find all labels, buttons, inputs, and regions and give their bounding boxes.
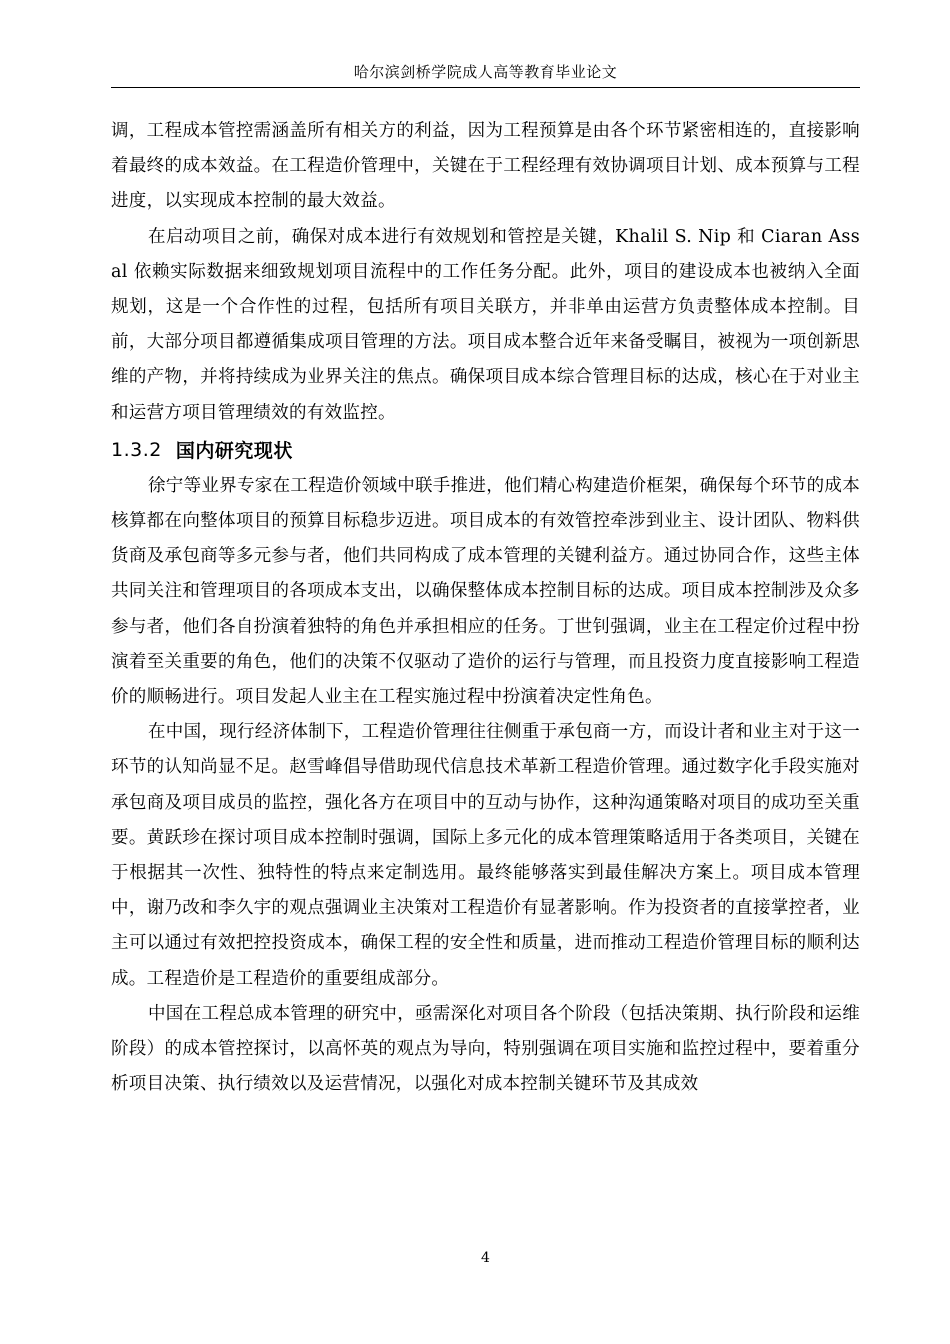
body-paragraph: 中国在工程总成本管理的研究中，亟需深化对项目各个阶段（包括决策期、执行阶段和运维阶段）的成本管控探讨，以高怀英的观点为导向，特别强调在项目实施和监控过程中，要着重分析项目决策、执行绩效以及运营情况，以强化对成本控制关键环节及其成效 [111, 1003, 860, 1095]
header-rule [111, 87, 860, 88]
section-heading [111, 431, 860, 469]
section-title: 国内研究现状 [175, 440, 293, 463]
page-number: 4 [481, 1250, 490, 1266]
page-body [111, 114, 860, 1102]
body-paragraph: 在启动项目之前，确保对成本进行有效规划和管控是关键，Khalil S. Nip 和 Ciaran Assal 依赖实际数据来细致规划项目流程中的工作任务分配。此外，项目的建设成本也被纳入全面规划，这是一个合作性的过程，包括所有项目关联方，并非单由运营方负责整体成本控制。目前，大部分项目都遵循集成项目管理的方法。项目成本整合近年来备受瞩目，被视为一项创新思维的产物，并将持续成为业界关注的焦点。确保项目成本综合管理目标的达成，核心在于对业主和运营方项目管理绩效的有效监控。 [111, 226, 860, 423]
section-number: 1.3.2 [111, 438, 162, 461]
body-paragraph: 调，工程成本管控需涵盖所有相关方的利益，因为工程预算是由各个环节紧密相连的，直接影响着最终的成本效益。在工程造价管理中，关键在于工程经理有效协调项目计划、成本预算与工程进度，以实现成本控制的最大效益。 [111, 121, 860, 212]
body-paragraph: 在中国，现行经济体制下，工程造价管理往往侧重于承包商一方，而设计者和业主对于这一环节的认知尚显不足。赵雪峰倡导借助现代信息技术革新工程造价管理。通过数字化手段实施对承包商及项目成员的监控，强化各方在项目中的互动与协作，这种沟通策略对项目的成功至关重要。黄跃珍在探讨项目成本控制时强调，国际上多元化的成本管理策略适用于各类项目，关键在于根据其一次性、独特性的特点来定制选用。最终能够落实到最佳解决方案上。项目成本管理中，谢乃改和李久宇的观点强调业主决策对工程造价有显著影响。作为投资者的直接掌控者，业主可以通过有效把控投资成本，确保工程的安全性和质量，进而推动工程造价管理目标的顺利达成。工程造价是工程造价的重要组成部分。 [111, 722, 860, 989]
running-header: 哈尔滨剑桥学院成人高等教育毕业论文 [353, 63, 618, 81]
body-paragraph: 徐宁等业界专家在工程造价领域中联手推进，他们精心构建造价框架，确保每个环节的成本核算都在向整体项目的预算目标稳步迈进。项目成本的有效管控牵涉到业主、设计团队、物料供货商及承包商等多元参与者，他们共同构成了成本管理的关键利益方。通过协同合作，这些主体共同关注和管理项目的各项成本支出，以确保整体成本控制目标的达成。项目成本控制涉及众多参与者，他们各自扮演着独特的角色并承担相应的任务。丁世钊强调，业主在工程定价过程中扮演着至关重要的角色，他们的决策不仅驱动了造价的运行与管理，而且投资力度直接影响工程造价的顺畅进行。项目发起人业主在工程实施过程中扮演着决定性角色。 [111, 475, 860, 708]
